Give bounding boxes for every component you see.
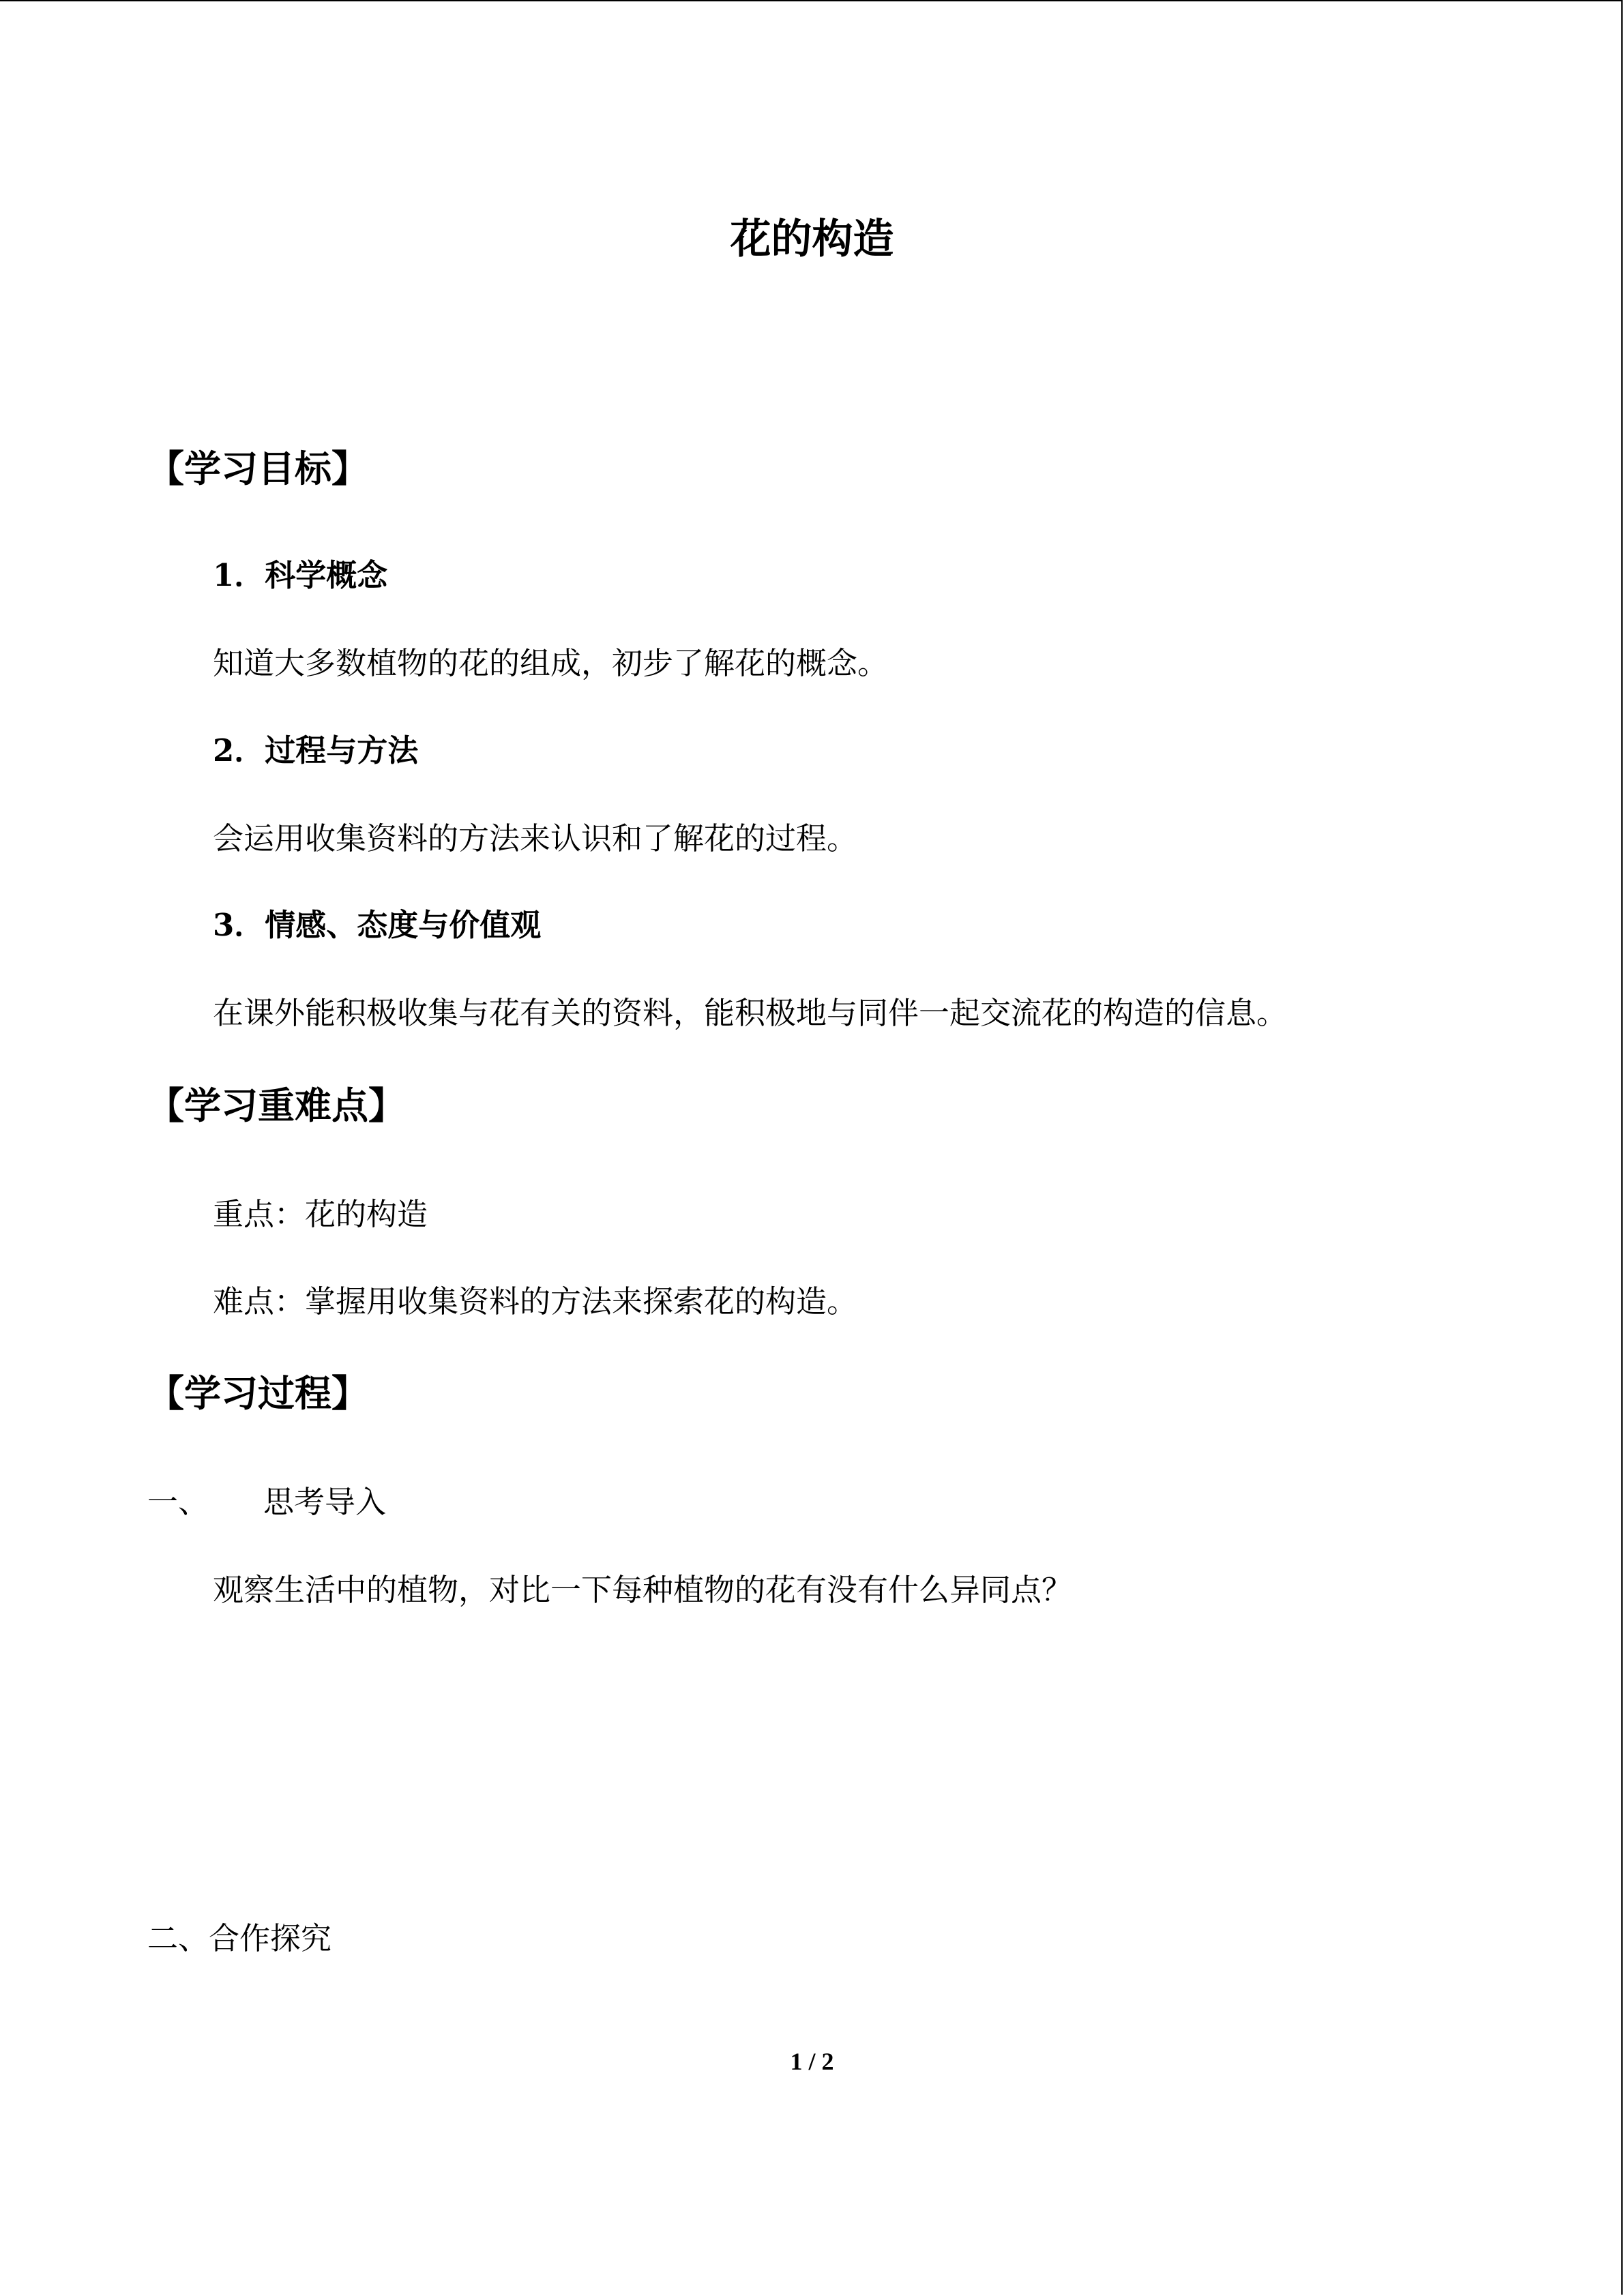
difficulty-line: 难点：掌握用收集资料的方法来探索花的构造。 xyxy=(213,1283,858,1320)
step-text-1: 观察生活中的植物，对比一下每种植物的花有没有什么异同点？ xyxy=(213,1572,1073,1608)
step-label-1: 思考导入 xyxy=(263,1484,387,1520)
section-heading-goals: 【学习目标】 xyxy=(147,447,368,490)
key-point-line: 重点：花的构造 xyxy=(213,1196,428,1232)
goal-text-3: 在课外能积极收集与花有关的资料，能积极地与同伴一起交流花的构造的信息。 xyxy=(213,995,1288,1031)
section-heading-key-points: 【学习重难点】 xyxy=(147,1084,405,1127)
step-marker-1: 一、 xyxy=(147,1484,209,1520)
goal-subheading-3: 3．情感、态度与价值观 xyxy=(213,907,542,943)
goal-text-2: 会运用收集资料的方法来认识和了解花的过程。 xyxy=(213,820,858,856)
page-number: 1 / 2 xyxy=(790,2048,834,2075)
goal-text-1: 知道大多数植物的花的组成，初步了解花的概念。 xyxy=(213,645,889,681)
goal-subheading-1: 1．科学概念 xyxy=(213,557,388,593)
step-label-2: 二、合作探究 xyxy=(147,1920,332,1956)
section-heading-process: 【学习过程】 xyxy=(147,1371,368,1415)
document-title: 花的构造 xyxy=(730,215,894,263)
goal-subheading-2: 2．过程与方法 xyxy=(213,732,419,769)
